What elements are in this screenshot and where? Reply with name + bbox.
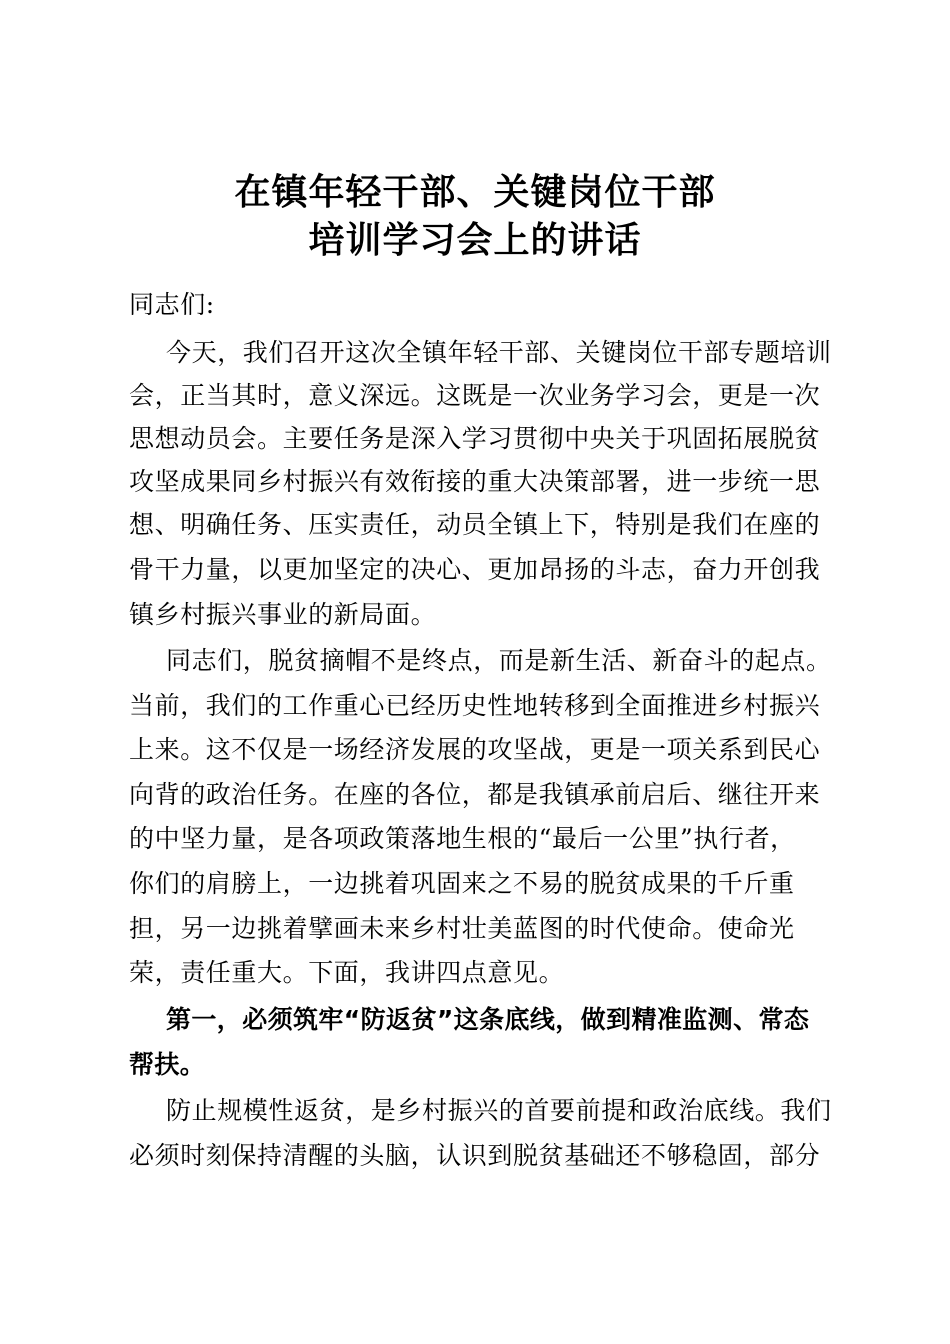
- body-line: 上来。这不仅是一场经济发展的攻坚战，更是一项关系到民心: [129, 735, 821, 764]
- body-line: 向背的政治任务。在座的各位，都是我镇承前启后、继往开来: [129, 780, 821, 809]
- body-line: 镇乡村振兴事业的新局面。: [129, 600, 437, 629]
- body-line: 攻坚成果同乡村振兴有效衔接的重大决策部署，进一步统一思: [129, 467, 821, 496]
- body-line: 你们的肩膀上，一边挑着巩固来之不易的脱贫成果的千斤重: [129, 869, 795, 898]
- body-line: 防止规模性返贫，是乡村振兴的首要前提和政治底线。我们: [166, 1096, 832, 1125]
- body-line: 今天，我们召开这次全镇年轻干部、关键岗位干部专题培训: [166, 338, 832, 367]
- document-title-line-2: 培训学习会上的讲话: [308, 220, 642, 261]
- body-line: 当前，我们的工作重心已经历史性地转移到全面推进乡村振兴: [129, 691, 821, 720]
- body-line: 的中坚力量，是各项政策落地生根的“最后一公里”执行者，: [129, 824, 796, 853]
- section-heading-line: 第一，必须筑牢“防返贫”这条底线，做到精准监测、常态: [166, 1005, 810, 1034]
- body-line: 思想动员会。主要任务是深入学习贯彻中央关于巩固拓展脱贫: [129, 424, 821, 453]
- salutation: 同志们:: [129, 290, 215, 319]
- body-line: 荣，责任重大。下面，我讲四点意见。: [129, 958, 565, 987]
- body-line: 担，另一边挑着擘画未来乡村壮美蓝图的时代使命。使命光: [129, 914, 795, 943]
- body-line: 想、明确任务、压实责任，动员全镇上下，特别是我们在座的: [129, 510, 821, 539]
- body-line: 骨干力量，以更加坚定的决心、更加昂扬的斗志，奋力开创我: [129, 555, 821, 584]
- section-heading-line: 帮扶。: [129, 1050, 206, 1079]
- body-line: 会，正当其时，意义深远。这既是一次业务学习会，更是一次: [129, 381, 821, 410]
- document-title-line-1: 在镇年轻干部、关键岗位干部: [234, 172, 716, 213]
- body-line: 同志们，脱贫摘帽不是终点，而是新生活、新奋斗的起点。: [166, 646, 832, 675]
- body-line: 必须时刻保持清醒的头脑，认识到脱贫基础还不够稳固，部分: [129, 1141, 821, 1170]
